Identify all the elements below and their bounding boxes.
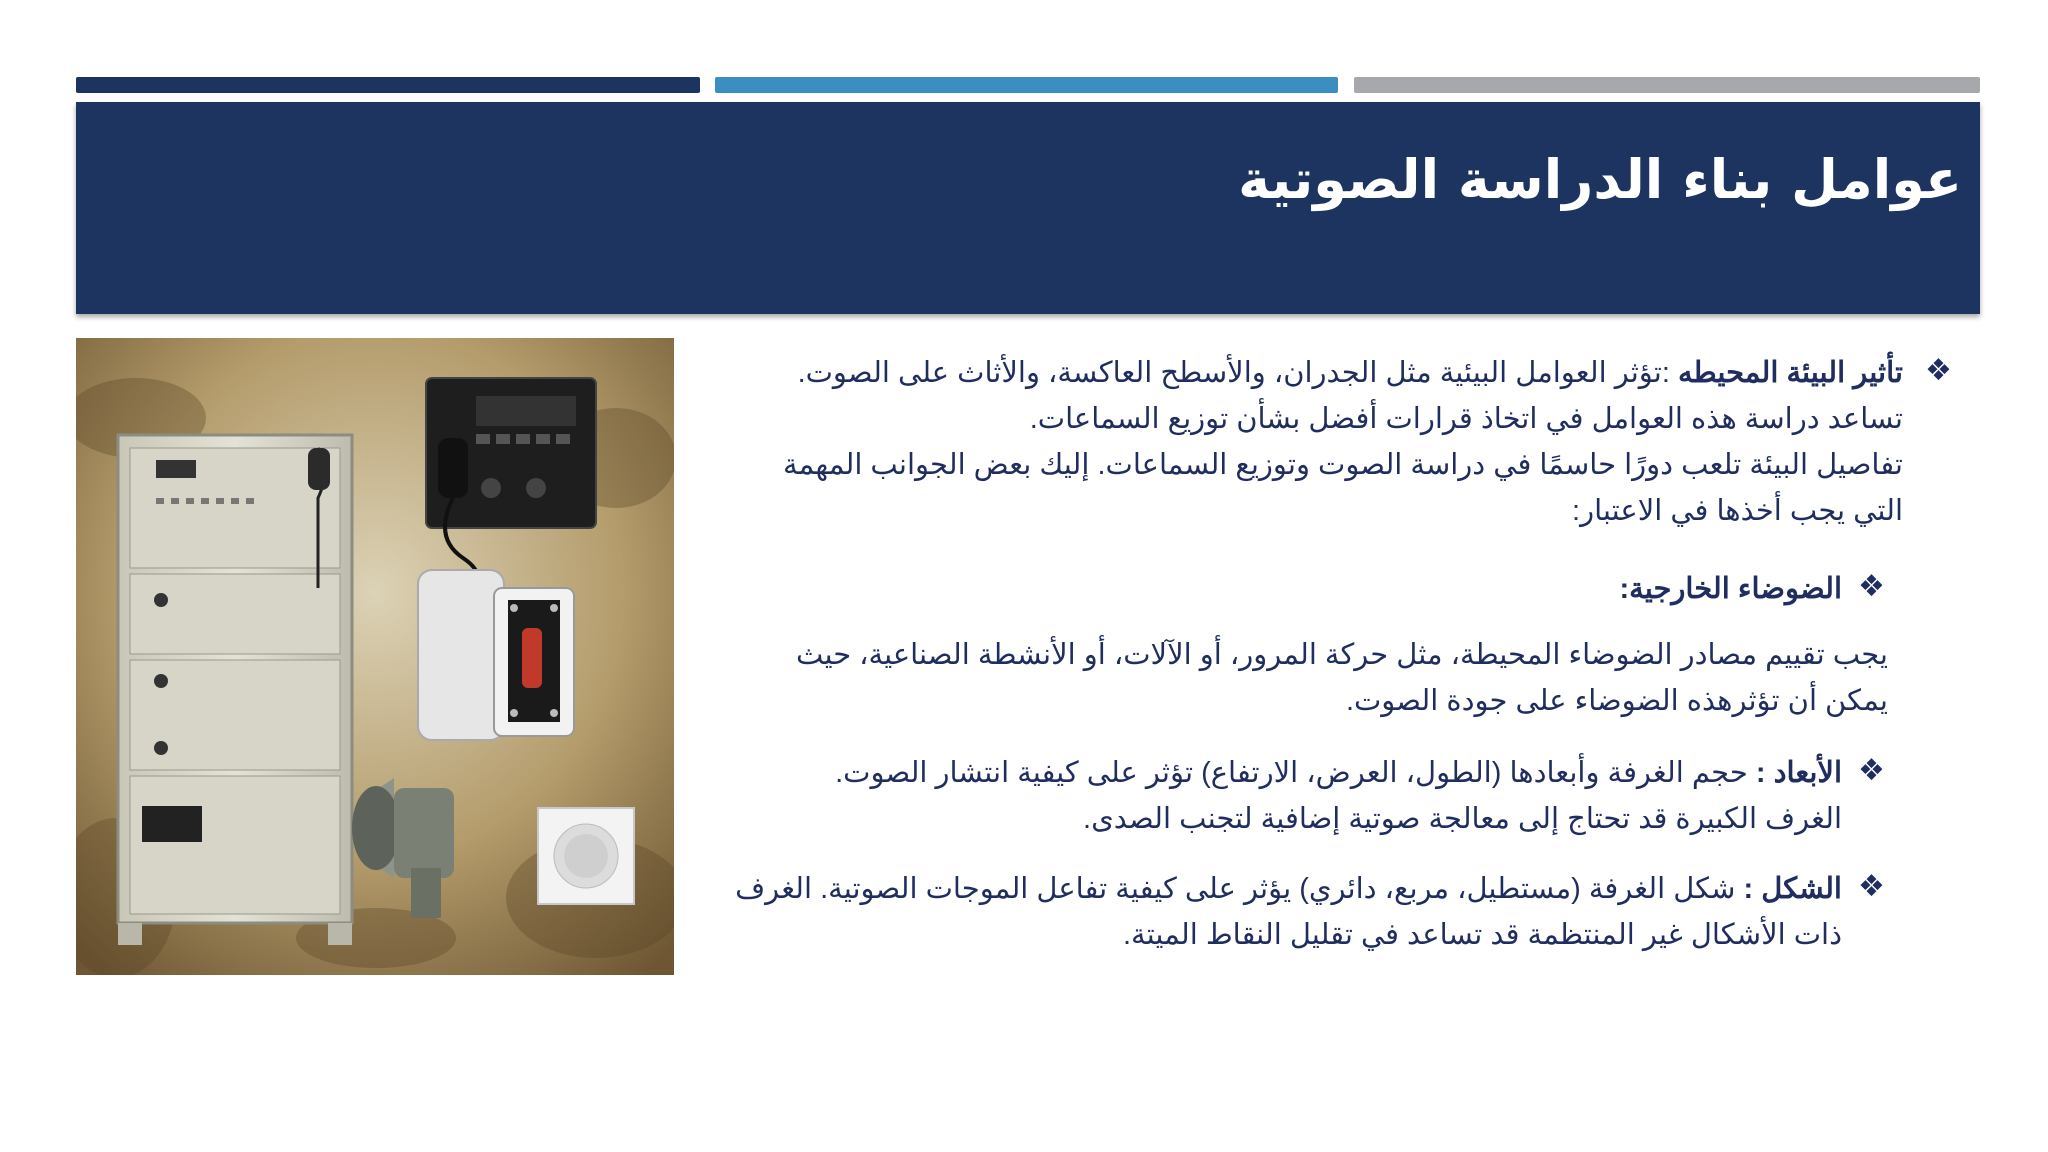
dimensions-text: حجم الغرفة وأبعادها (الطول، العرض، الارتفاع) تؤثر على كيفية انتشار الصوت.	[835, 757, 1756, 789]
environment-line-2: تساعد دراسة هذه العوامل في اتخاذ قرارات أفضل بشأن توزيع السماعات.	[1029, 403, 1903, 435]
shape-line-2: ذات الأشكال غير المنتظمة قد تساعد في تقليل النقاط الميتة.	[1123, 919, 1842, 951]
accent-bar-blue	[715, 77, 1338, 93]
accent-bar-navy	[76, 77, 700, 93]
equipment-photo	[76, 338, 674, 975]
environment-line-1	[783, 350, 1903, 396]
noise-paragraph	[796, 632, 1888, 724]
dimensions-line-2: الغرف الكبيرة قد تحتاج إلى معالجة صوتية إضافية لتجنب الصدى.	[1083, 803, 1842, 835]
shape-paragraph	[735, 866, 1842, 958]
dimensions-paragraph	[835, 750, 1842, 842]
environment-line-4: التي يجب أخذها في الاعتبار:	[1572, 495, 1903, 527]
noise-line-1: يجب تقييم مصادر الضوضاء المحيطة، مثل حركة المرور، أو الآلات، أو الأنشطة الصناعية، حيث	[795, 639, 1888, 671]
environment-term: تأثير البيئة المحيطه	[1677, 357, 1903, 389]
title-banner	[76, 102, 1980, 314]
bullet-icon: ❖	[1858, 569, 1885, 604]
noise-line-2: يمكن أن تؤثرهذه الضوضاء على جودة الصوت.	[1345, 685, 1888, 717]
slide-title: عوامل بناء الدراسة الصوتية	[1238, 148, 1962, 211]
accent-bar-gray	[1354, 77, 1980, 93]
dimensions-line-1	[835, 750, 1842, 796]
bullet-icon: ❖	[1925, 353, 1952, 388]
dimensions-term: الأبعاد :	[1755, 757, 1842, 789]
ceiling-speaker	[538, 808, 634, 904]
bullet-icon: ❖	[1858, 869, 1885, 904]
environment-intro: :تؤثر العوامل البيئية مثل الجدران، والأسطح العاكسة، والأثاث على الصوت.	[797, 357, 1678, 389]
shape-text: شكل الغرفة (مستطيل، مربع، دائري) يؤثر على كيفية تفاعل الموجات الصوتية. الغرف	[735, 873, 1744, 905]
shape-term: الشكل :	[1743, 873, 1842, 905]
environment-paragraph	[783, 350, 1903, 534]
noise-term: الضوضاء الخارجية:	[1619, 573, 1842, 605]
waterproof-mic-box	[418, 570, 574, 740]
bullet-icon: ❖	[1858, 753, 1885, 788]
noise-heading	[1619, 566, 1842, 612]
shape-line-1	[735, 866, 1842, 912]
control-cabinet	[118, 435, 352, 945]
environment-line-3: تفاصيل البيئة تلعب دورًا حاسمًا في دراسة الصوت وتوزيع السماعات. إليك بعض الجوانب المهمة	[783, 449, 1903, 481]
